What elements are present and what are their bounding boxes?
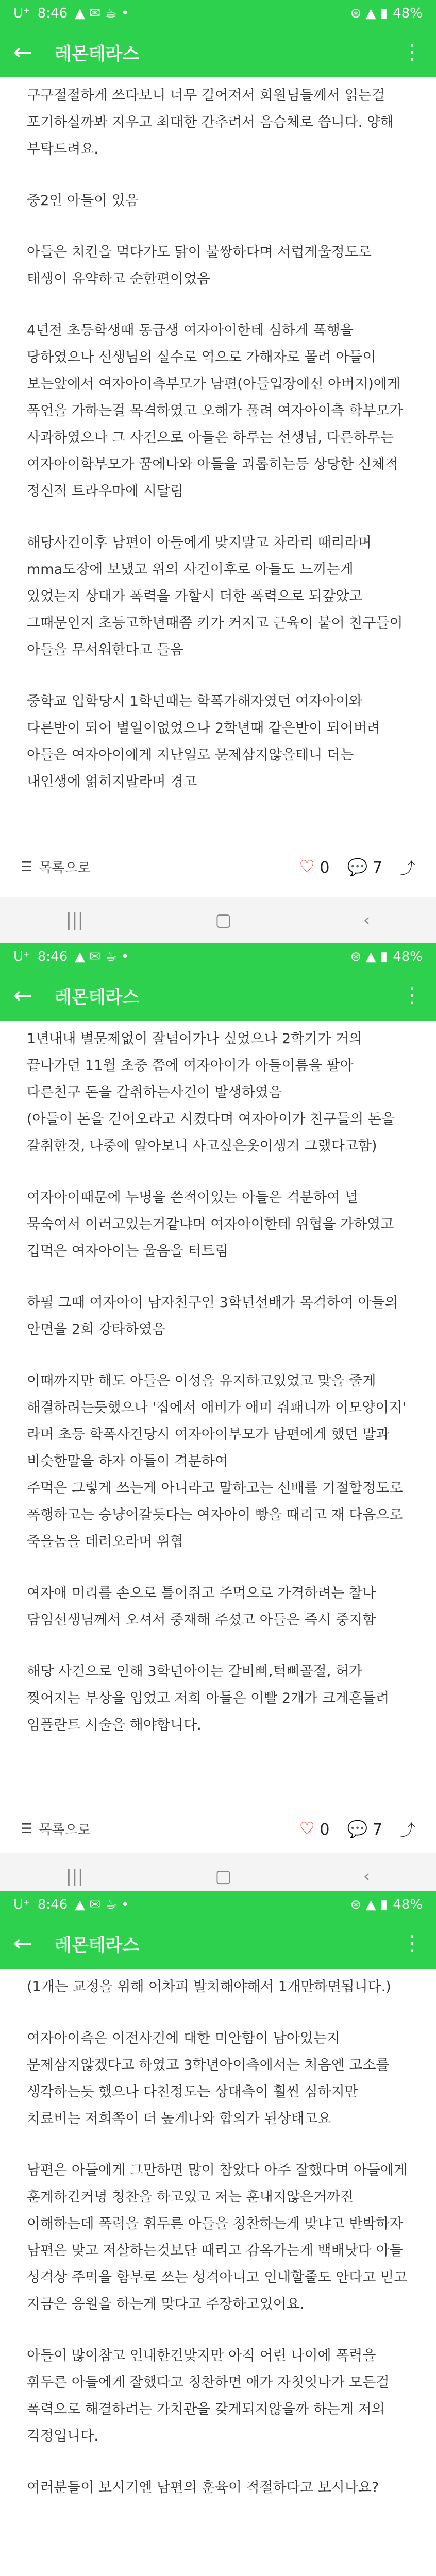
screen-section-3 <box>0 1891 436 2576</box>
status-bar <box>0 0 436 27</box>
recent-apps-icon[interactable]: ||| <box>65 1866 84 1887</box>
battery-percent: 48% <box>393 1897 423 1912</box>
comment-count: 7 <box>372 858 382 877</box>
screen-section-1 <box>0 0 436 943</box>
comment-count: 7 <box>372 1820 382 1839</box>
app-title: 레몬테라스 <box>55 987 140 1008</box>
list-label: 목록으로 <box>39 1822 91 1838</box>
battery-percent: 48% <box>393 949 423 964</box>
post-paragraph: 해당사건이후 남편이 아들에게 맞지말고 차라리 때리라며 mma도장에 보냈고 위의 사건이후로 아들도 느끼는게 있었는지 상대가 폭력을 가할시 더한 폭력으로 되갚았고 그때문인지 초등고학년때쯤 키가 커지고 근육이 붙어 친구들이 아들을 무서워한다고 들음 <box>27 535 408 658</box>
carrier-indicator: U⁺ <box>13 949 30 964</box>
carrier-indicator: U⁺ <box>13 1897 30 1912</box>
signal-icon: ⊛ ▲ ▮ <box>350 6 388 21</box>
post-paragraph: 여자아이측은 이전사건에 대한 미안함이 남아있는지 문제삼지않겠다고 하였고 3학년아이측에서는 처음엔 고소를 생각하는듯 했으나 다친정도는 상대측이 훨씬 심하지만 치료비는 저희쪽이 더 높게나와 합의가 된상태고요 <box>27 2030 394 2127</box>
app-title: 레몬테라스 <box>55 43 140 64</box>
app-bar <box>0 1918 436 1969</box>
list-button[interactable] <box>21 857 91 876</box>
list-button[interactable] <box>21 1819 91 1838</box>
like-count: 0 <box>320 858 330 877</box>
back-arrow-icon[interactable]: ← <box>13 39 32 65</box>
list-label: 목록으로 <box>39 860 91 876</box>
post-paragraph: 아들은 치킨을 먹다가도 닭이 불쌍하다며 서럽게울정도로 태생이 유약하고 순한편이었음 <box>27 244 376 287</box>
post-footer <box>0 842 436 891</box>
home-icon[interactable]: ▢ <box>215 1866 232 1887</box>
post-footer <box>0 1804 436 1853</box>
like-button[interactable] <box>299 1819 329 1839</box>
post-body <box>0 1021 436 1739</box>
notification-icon: ▲ ✉ ☕ • <box>75 1897 129 1912</box>
battery-percent: 48% <box>393 6 423 21</box>
post-paragraph: 4년전 초등학생때 동급생 여자아이한테 심하게 폭행을 당하였으나 선생님의 실수로 역으로 가해자로 몰려 아들이 보는앞에서 여자아이측부모가 남편(아들입장에선 아버지)에게 폭언을 가하는걸 목격하였고 오해가 풀려 여자아이측 학부모가 사과하였으나 그 사건으로 아들은 하루는 선생님, 다른하루는 여자아이학부모가 꿈에나와 아들을 괴롭히는등 상당한 신체적 정신적 트라우마에 시달림 <box>27 323 408 499</box>
list-icon: ☰ <box>21 1821 33 1837</box>
list-icon: ☰ <box>21 859 33 875</box>
post-body <box>0 1969 436 2501</box>
app-bar <box>0 27 436 77</box>
nav-back-icon[interactable]: ‹ <box>363 910 371 930</box>
post-body <box>0 77 436 795</box>
comment-icon: 💬 <box>347 857 368 877</box>
post-paragraph: 구구절절하게 쓰다보니 너무 길어져서 회원님들께서 읽는걸 포기하실까봐 지우고 최대한 간추려서 음슴체로 씁니다. 양해 부탁드려요. <box>27 88 398 157</box>
post-paragraph: 이때까지만 해도 아들은 이성을 유지하고있었고 맞을 줄게 해결하려는듯했으나 '집에서 애비가 애미 줘패니까 이모양이지' 라며 초등 학폭사건당시 여자아이부모가 남편에게 했던 말과 비슷한말을 하자 아들이 격분하여 주먹은 그렇게 쓰는게 아니라고 말하고는 선배를 기절할정도로 폭행하고는 승냥어갈듯다는 여자아이 빵을 때리고 재 다음으로 죽을놈을 데려오라며 위협 <box>27 1373 406 1550</box>
share-icon[interactable]: ⤴ <box>400 859 415 878</box>
app-bar <box>0 970 436 1021</box>
post-paragraph: 중학교 입학당시 1학년때는 학폭가해자였던 여자아이와 다른반이 되어 별일이없었으나 2학년때 같은반이 되어버려 아들은 여자아이에게 지난일로 문제삼지않을테니 더는 내인생에 얽히지말라며 경고 <box>27 693 385 790</box>
like-count: 0 <box>320 1820 330 1839</box>
screen-section-2 <box>0 943 436 1891</box>
comment-button[interactable] <box>347 857 382 877</box>
home-icon[interactable]: ▢ <box>215 910 232 930</box>
status-bar <box>0 1891 436 1918</box>
share-icon[interactable]: ⤴ <box>400 1821 415 1840</box>
more-options-icon[interactable]: ⋮ <box>402 1931 423 1955</box>
post-paragraph: 남편은 아들에게 그만하면 많이 참았다 아주 잘했다며 아들에게 훈계하긴커녕 칭찬을 하고있고 저는 훈내지않은거까진 이해하는데 폭력을 휘두른 아들을 칭찬하는게 맞냐고 반박하자 남편은 맞고 저살하는것보단 때리고 감옥가는게 백배낫다 아들 성격상 주먹을 함부로 쓰는 성격아니고 인내할줄도 안다고 믿고 지금은 응원을 하는게 맞다고 주장하고있어요. <box>27 2162 412 2312</box>
post-paragraph: 해당 사건으로 인해 3학년아이는 갈비뼈,턱뼈골절, 허가 찢어지는 부상을 입었고 저희 아들은 이빨 2개가 크게흔들려 임플란트 시술을 해야합니다. <box>27 1664 394 1733</box>
app-title: 레몬테라스 <box>55 1935 140 1956</box>
system-nav-bar <box>0 1853 436 1891</box>
notification-icon: ▲ ✉ ☕ • <box>75 6 129 21</box>
post-paragraph: 여자아이때문에 누명을 쓴적이있는 아들은 격분하여 널 묵숙여서 이러고있는거같냐며 여자아이한테 위협을 가하였고 겁먹은 여자아이는 울음을 터트림 <box>27 1190 399 1259</box>
status-bar <box>0 943 436 970</box>
recent-apps-icon[interactable]: ||| <box>65 910 84 930</box>
post-paragraph: 하필 그때 여자아이 남자친구인 3학년선배가 목격하여 아들의 안면을 2회 강타하였음 <box>27 1295 403 1337</box>
notification-icon: ▲ ✉ ☕ • <box>75 949 129 964</box>
more-options-icon[interactable]: ⋮ <box>402 40 423 64</box>
heart-icon: ♡ <box>299 1818 315 1839</box>
like-button[interactable] <box>299 857 329 877</box>
post-paragraph: 1년내내 별문제없이 잘넘어가나 싶었으나 2학기가 거의 끝나가던 11월 초중 쯤에 여자아이가 아들이름을 팔아 다른친구 돈을 갈취하는사건이 발생하였음 (아들이 돈을 걷어오라고 시켰다며 여자아이가 친구들의 돈을 갈취한것, 나중에 알아보니 사고싶은옷이생겨 그랬다고함) <box>27 1031 395 1154</box>
clock: 8:46 <box>37 6 68 21</box>
comment-icon: 💬 <box>347 1819 368 1839</box>
carrier-indicator: U⁺ <box>13 6 30 21</box>
back-arrow-icon[interactable]: ← <box>13 1930 32 1957</box>
nav-back-icon[interactable]: ‹ <box>363 1866 371 1887</box>
post-paragraph: 여러분들이 보시기엔 남편의 훈육이 적절하다고 보시나요? <box>27 2480 379 2496</box>
post-paragraph: (1개는 교정을 위해 어차피 발치해야해서 1개만하면됩니다.) <box>27 1979 391 1995</box>
comment-button[interactable] <box>347 1819 382 1839</box>
post-paragraph: 중2인 아들이 있음 <box>27 193 139 209</box>
heart-icon: ♡ <box>299 856 315 877</box>
more-options-icon[interactable]: ⋮ <box>402 984 423 1007</box>
clock: 8:46 <box>37 949 68 964</box>
post-paragraph: 아들이 많이참고 인내한건맞지만 아직 어린 나이에 폭력을 휘두른 아들에게 잘했다고 칭찬하면 애가 자칫잇나가 모든걸 폭력으로 해결하려는 가치관을 갖게되지않을까 하는게 저의 걱정입니다. <box>27 2348 394 2444</box>
back-arrow-icon[interactable]: ← <box>13 982 32 1009</box>
post-paragraph: 여자애 머리를 손으로 틀어쥐고 주먹으로 가격하려는 찰나 담임선생님께서 오셔서 중재해 주셨고 아들은 즉시 중지함 <box>27 1585 381 1628</box>
signal-icon: ⊛ ▲ ▮ <box>350 1897 388 1912</box>
signal-icon: ⊛ ▲ ▮ <box>350 949 388 964</box>
clock: 8:46 <box>37 1897 68 1912</box>
system-nav-bar <box>0 897 436 943</box>
